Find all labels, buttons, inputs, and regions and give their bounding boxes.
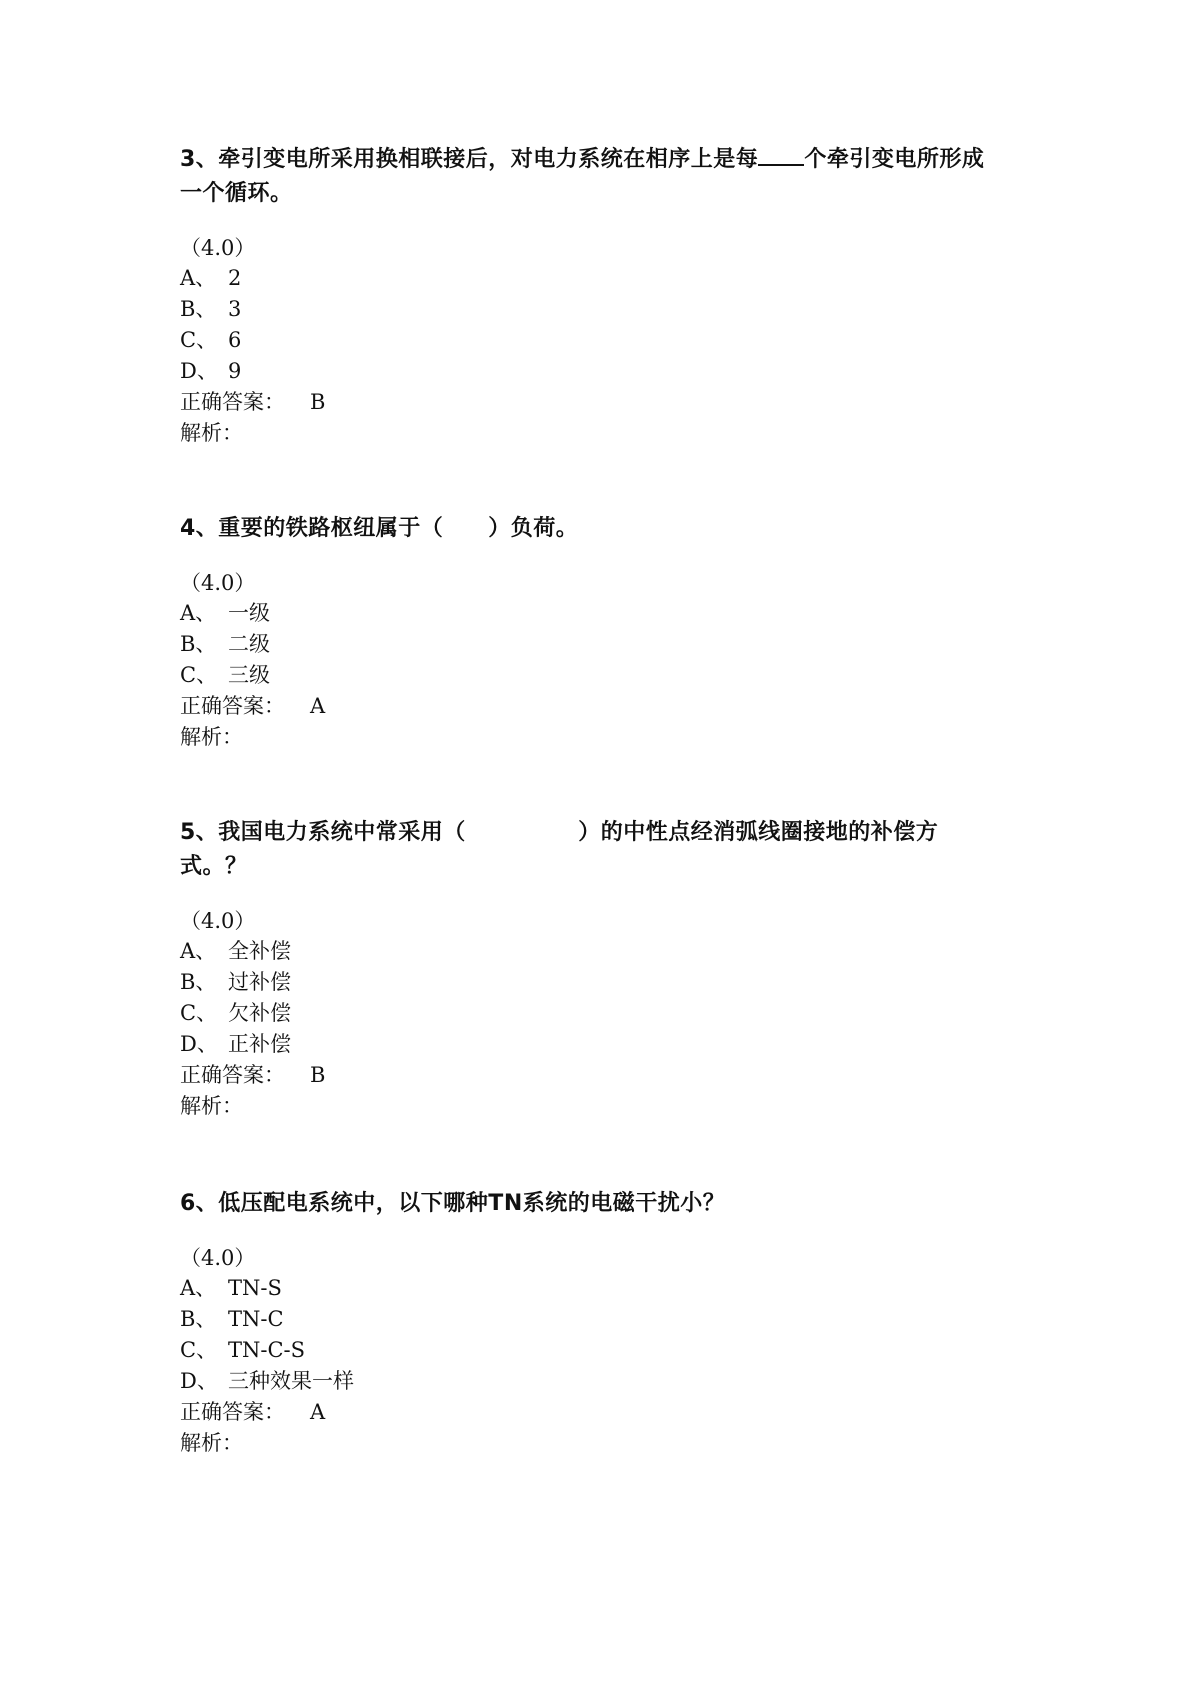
answer-label: 正确答案： <box>180 1400 285 1424</box>
option-letter: B、 <box>180 970 217 994</box>
analysis-label: 解析： <box>180 1431 243 1455</box>
question-score: （4.0） <box>180 909 256 933</box>
option-text: 三级 <box>228 663 270 687</box>
question-title: 6、低压配电系统中，以下哪种TN系统的电磁干扰小？ <box>180 1191 726 1216</box>
option-d <box>180 1366 1000 1397</box>
question-title <box>180 143 1000 211</box>
option-b <box>180 629 1000 660</box>
option-b <box>180 967 1000 998</box>
question-title-part-2: 个牵引变电所形成一个循环。 <box>180 147 985 206</box>
option-letter: B、 <box>180 297 217 321</box>
question-4 <box>180 512 1000 753</box>
question-5 <box>180 816 1000 1122</box>
option-c <box>180 660 1000 691</box>
option-b <box>180 294 1000 325</box>
answer-value: B <box>310 390 326 414</box>
option-c <box>180 325 1000 356</box>
option-text: 三种效果一样 <box>228 1369 354 1393</box>
option-text: 正补偿 <box>228 1032 291 1056</box>
option-letter: B、 <box>180 632 217 656</box>
option-text: TN-S <box>228 1276 282 1300</box>
option-letter: A、 <box>180 939 217 963</box>
analysis-label: 解析： <box>180 421 243 445</box>
option-letter: D、 <box>180 359 218 383</box>
option-text: TN-C <box>228 1307 284 1331</box>
option-letter: C、 <box>180 328 218 352</box>
option-letter: C、 <box>180 663 218 687</box>
option-text: TN-C-S <box>228 1338 306 1362</box>
option-text: 3 <box>228 297 242 321</box>
question-title: 5、我国电力系统中常采用（ ）的中性点经消弧线圈接地的补偿方式。？ <box>180 820 939 879</box>
correct-answer <box>180 387 1000 418</box>
question-title-part-1: 3、牵引变电所采用换相联接后，对电力系统在相序上是每 <box>180 147 759 172</box>
option-text: 6 <box>228 328 242 352</box>
correct-answer <box>180 691 1000 722</box>
option-text: 欠补偿 <box>228 1001 291 1025</box>
analysis-label: 解析： <box>180 1094 243 1118</box>
question-3 <box>180 143 1000 449</box>
option-letter: A、 <box>180 601 217 625</box>
fill-in-blank <box>758 144 804 166</box>
question-score: （4.0） <box>180 1246 256 1270</box>
option-c <box>180 998 1000 1029</box>
question-6 <box>180 1187 1000 1459</box>
option-d <box>180 356 1000 387</box>
option-a <box>180 263 1000 294</box>
option-a <box>180 936 1000 967</box>
option-letter: C、 <box>180 1338 218 1362</box>
option-a <box>180 1273 1000 1304</box>
correct-answer <box>180 1060 1000 1091</box>
option-text: 2 <box>228 266 242 290</box>
option-c <box>180 1335 1000 1366</box>
option-text: 全补偿 <box>228 939 291 963</box>
option-text: 一级 <box>228 601 270 625</box>
answer-value: A <box>310 1400 326 1424</box>
option-letter: D、 <box>180 1032 218 1056</box>
answer-label: 正确答案： <box>180 1063 285 1087</box>
option-letter: D、 <box>180 1369 218 1393</box>
option-text: 9 <box>228 359 242 383</box>
question-score: （4.0） <box>180 571 256 595</box>
question-title: 4、重要的铁路枢纽属于（ ）负荷。 <box>180 516 579 541</box>
option-d <box>180 1029 1000 1060</box>
option-text: 过补偿 <box>228 970 291 994</box>
option-b <box>180 1304 1000 1335</box>
answer-label: 正确答案： <box>180 390 285 414</box>
question-score: （4.0） <box>180 236 256 260</box>
correct-answer <box>180 1397 1000 1428</box>
option-text: 二级 <box>228 632 270 656</box>
option-letter: A、 <box>180 1276 217 1300</box>
option-letter: B、 <box>180 1307 217 1331</box>
option-letter: A、 <box>180 266 217 290</box>
analysis-label: 解析： <box>180 725 243 749</box>
answer-value: A <box>310 694 326 718</box>
answer-label: 正确答案： <box>180 694 285 718</box>
option-letter: C、 <box>180 1001 218 1025</box>
answer-value: B <box>310 1063 326 1087</box>
option-a <box>180 598 1000 629</box>
